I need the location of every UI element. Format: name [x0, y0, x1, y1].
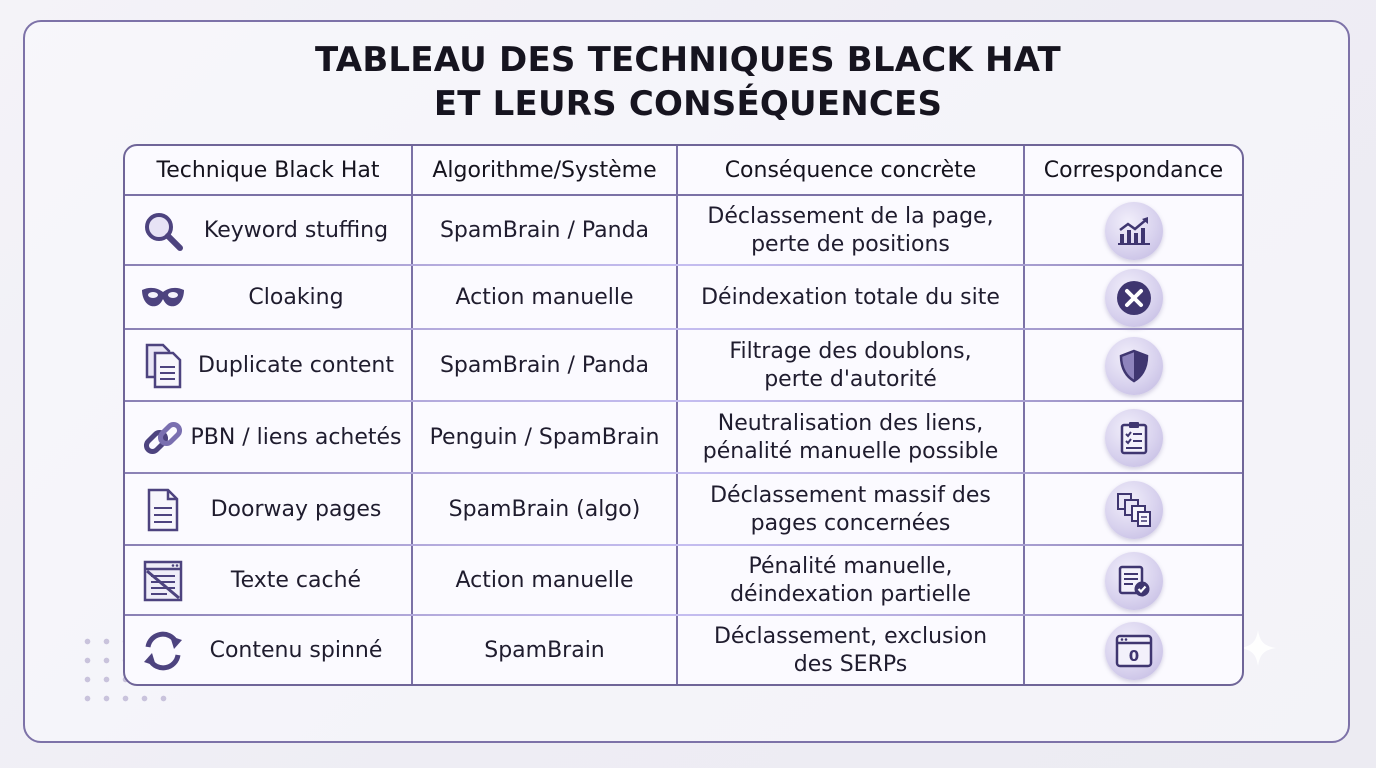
- algorithm-cell: SpamBrain / Panda: [413, 196, 678, 266]
- consequence-cell: Pénalité manuelle, déindexation partielle: [678, 546, 1025, 616]
- title-line-2: ET LEURS CONSÉQUENCES: [433, 84, 943, 124]
- table-row: [125, 474, 1242, 546]
- header-technique: Technique Black Hat: [125, 146, 413, 196]
- consequence-cell: Déindexation totale du site: [678, 266, 1025, 330]
- browser-zero-icon: [1105, 622, 1163, 680]
- consequence-cell: Déclassement de la page, perte de positions: [678, 196, 1025, 266]
- mask-icon: [139, 276, 187, 320]
- algorithm-cell: Penguin / SpamBrain: [413, 402, 678, 474]
- consequence-cell: Déclassement, exclusion des SERPs: [678, 616, 1025, 686]
- header-correspondence: Correspondance: [1043, 158, 1224, 183]
- chart-decline-icon: [1105, 202, 1163, 260]
- clipboard-checklist-icon: [1105, 409, 1163, 467]
- header-algorithm: Algorithme/Système: [413, 146, 678, 196]
- chain-link-icon: [139, 416, 187, 460]
- technique-label: Texte caché: [230, 568, 362, 593]
- refresh-arrows-icon: [139, 629, 187, 673]
- technique-label: Duplicate content: [197, 353, 395, 378]
- document-check-icon: [1105, 552, 1163, 610]
- algorithm-cell: Action manuelle: [413, 546, 678, 616]
- technique-label: Contenu spinné: [209, 638, 383, 663]
- table-row: [125, 266, 1242, 330]
- technique-label: Cloaking: [248, 285, 344, 310]
- black-hat-table: [123, 144, 1244, 686]
- header-consequence: Conséquence concrète: [678, 146, 1025, 196]
- technique-label: Keyword stuffing: [203, 218, 389, 243]
- copy-documents-icon: [139, 344, 187, 388]
- page-title: [0, 38, 1376, 126]
- table-row: [125, 546, 1242, 616]
- table-row: [125, 196, 1242, 266]
- algorithm-cell: SpamBrain (algo): [413, 474, 678, 546]
- algorithm-cell: SpamBrain: [413, 616, 678, 686]
- consequence-cell: Neutralisation des liens, pénalité manuelle possible: [678, 402, 1025, 474]
- technique-label: Doorway pages: [210, 497, 382, 522]
- consequence-cell: Déclassement massif des pages concernées: [678, 474, 1025, 546]
- consequence-cell: Filtrage des doublons, perte d'autorité: [678, 330, 1025, 402]
- table-row: [125, 330, 1242, 402]
- document-icon: [139, 488, 187, 532]
- title-line-1: TABLEAU DES TECHNIQUES BLACK HAT: [315, 40, 1061, 80]
- table-header-row: [125, 146, 1242, 196]
- technique-label: PBN / liens achetés: [190, 425, 402, 450]
- stacked-pages-icon: [1105, 481, 1163, 539]
- shield-icon: [1105, 337, 1163, 395]
- badge-zero-text: 0: [1128, 647, 1139, 665]
- magnifier-icon: [139, 209, 187, 253]
- algorithm-cell: Action manuelle: [413, 266, 678, 330]
- algorithm-cell: SpamBrain / Panda: [413, 330, 678, 402]
- hidden-text-window-icon: [139, 559, 187, 603]
- table-row: [125, 616, 1242, 686]
- table-row: [125, 402, 1242, 474]
- sparkle-icon: [1238, 628, 1278, 668]
- x-circle-icon: [1105, 269, 1163, 327]
